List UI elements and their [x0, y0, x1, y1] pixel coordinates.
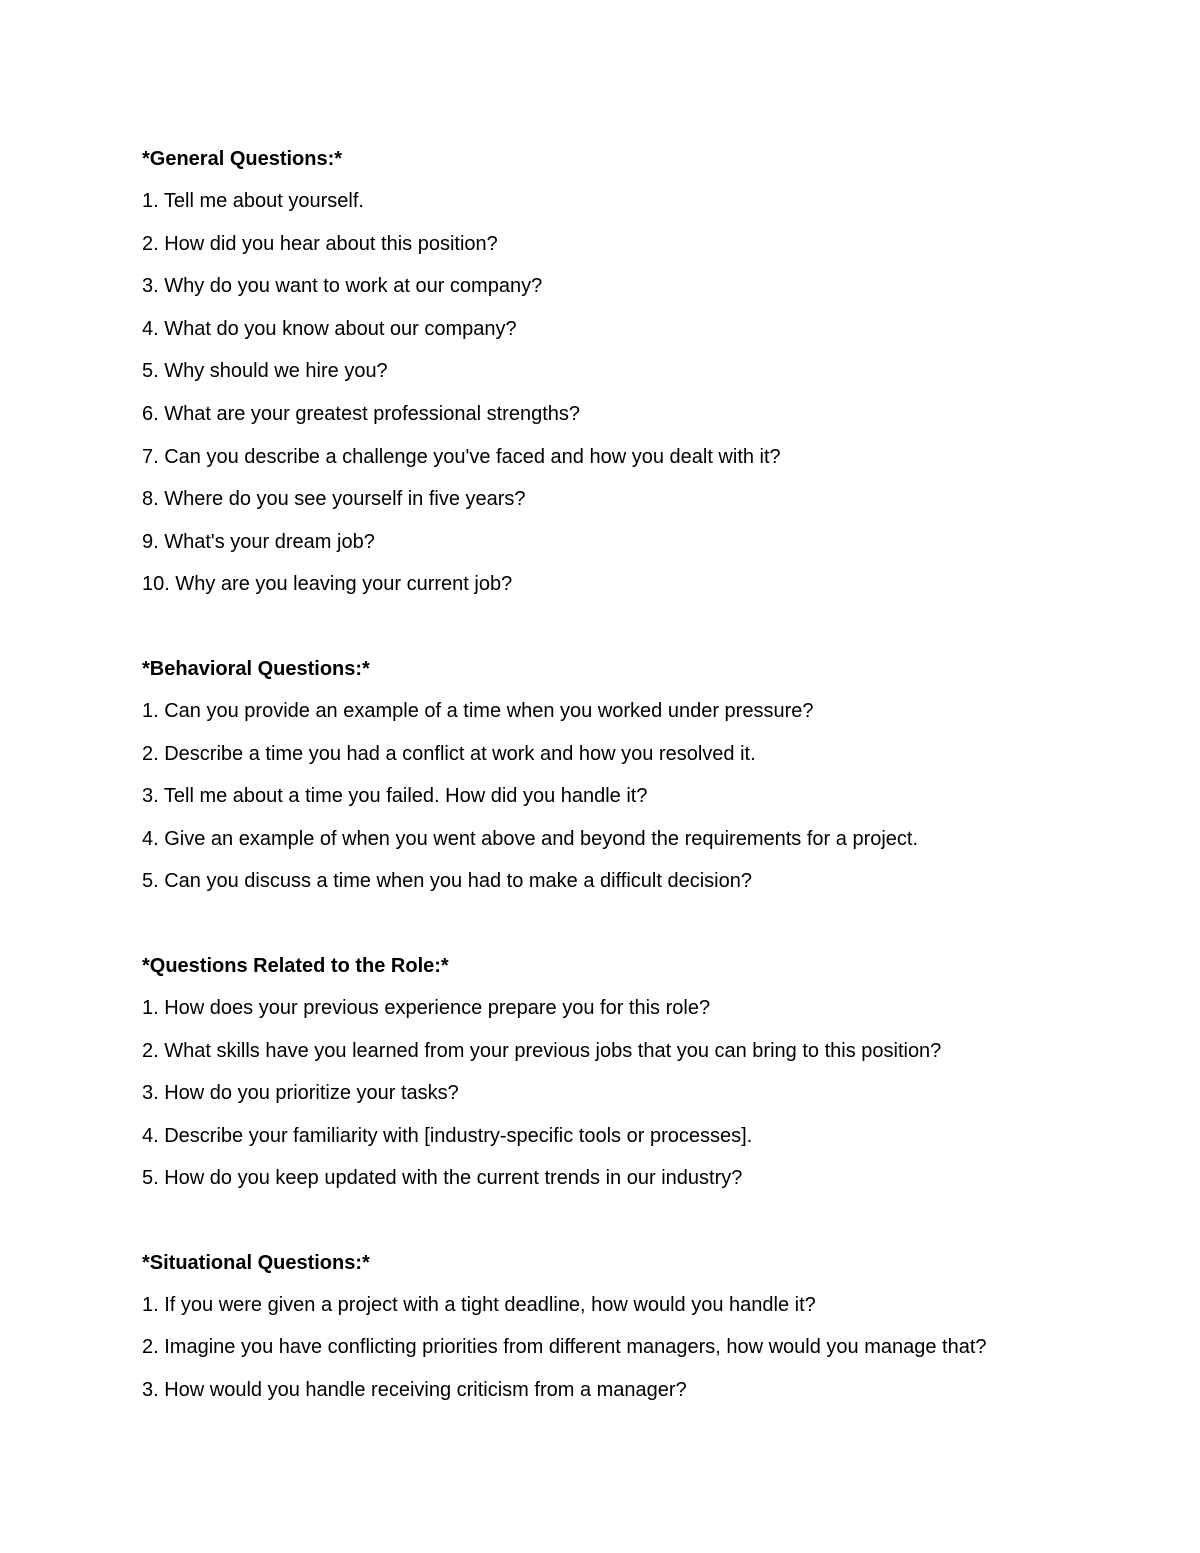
section-general-questions: [142, 138, 1142, 606]
list-item: 4. Give an example of when you went above and beyond the requirements for a project.: [142, 827, 919, 850]
list-item: 2. Imagine you have conflicting priorities from different managers, how would you manage that?: [142, 1336, 987, 1359]
section-heading: *Behavioral Questions:*: [142, 657, 370, 680]
list-item: 4. Describe your familiarity with [industry-specific tools or processes].: [142, 1124, 753, 1147]
list-item: 1. How does your previous experience prepare you for this role?: [142, 996, 711, 1019]
document-body: [142, 138, 1142, 1412]
list-item: 6. What are your greatest professional strengths?: [142, 402, 581, 425]
list-item: 5. How do you keep updated with the current trends in our industry?: [142, 1167, 743, 1190]
list-item: 2. What skills have you learned from your previous jobs that you can bring to this position?: [142, 1039, 942, 1062]
list-item: 8. Where do you see yourself in five years?: [142, 488, 526, 511]
list-item: 3. Tell me about a time you failed. How did you handle it?: [142, 785, 648, 808]
list-item: 5. Can you discuss a time when you had to make a difficult decision?: [142, 870, 752, 893]
list-item: 9. What's your dream job?: [142, 530, 375, 553]
list-item: 4. What do you know about our company?: [142, 317, 517, 340]
section-heading: *Situational Questions:*: [142, 1251, 370, 1274]
list-item: 1. If you were given a project with a tight deadline, how would you handle it?: [142, 1293, 816, 1316]
list-item: 2. Describe a time you had a conflict at work and how you resolved it.: [142, 742, 756, 765]
section-behavioral-questions: [142, 648, 1142, 903]
list-item: 1. Can you provide an example of a time when you worked under pressure?: [142, 699, 814, 722]
list-item: 2. How did you hear about this position?: [142, 232, 498, 255]
list-item: 7. Can you describe a challenge you've faced and how you dealt with it?: [142, 445, 781, 468]
list-item: 3. How do you prioritize your tasks?: [142, 1082, 459, 1105]
list-item: 3. How would you handle receiving criticism from a manager?: [142, 1379, 687, 1402]
section-situational-questions: [142, 1242, 1142, 1412]
section-heading: *General Questions:*: [142, 148, 343, 170]
section-heading: *Questions Related to the Role:*: [142, 954, 449, 977]
list-item: 1. Tell me about yourself.: [142, 190, 364, 212]
list-item: 3. Why do you want to work at our company?: [142, 275, 543, 298]
list-item: 5. Why should we hire you?: [142, 360, 388, 383]
section-role-questions: [142, 945, 1142, 1200]
list-item: 10. Why are you leaving your current job?: [142, 573, 513, 596]
